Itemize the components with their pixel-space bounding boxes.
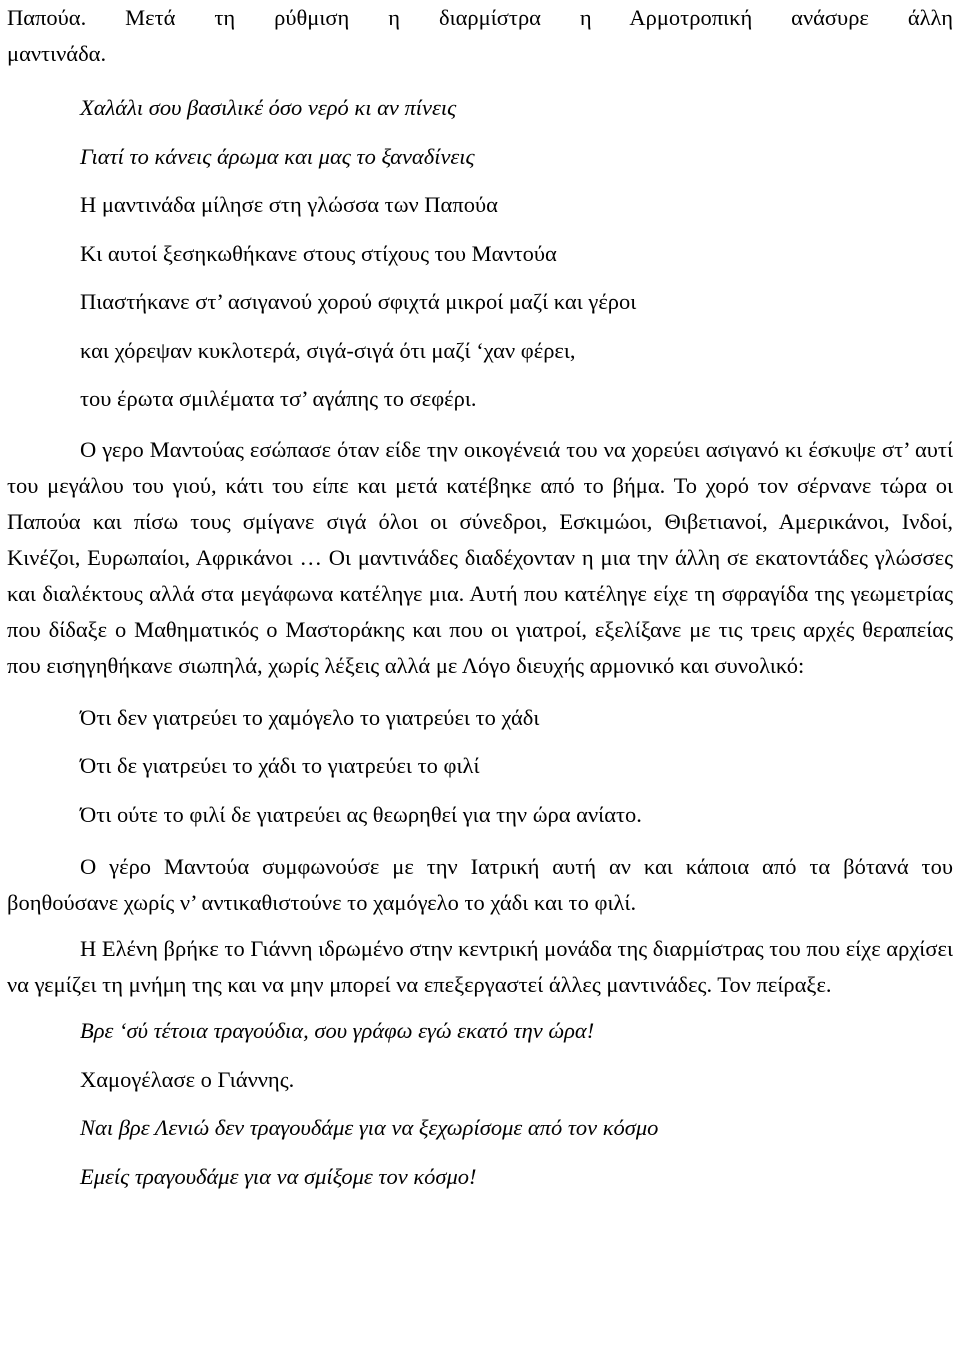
dialogue-line-4: Εμείς τραγουδάμε για να σμίξομε τον κόσμο! — [80, 1163, 477, 1189]
verse-line-3: Πιαστήκανε στ’ ασιγανού χορού σφιχτά μικροί μαζί και γέροι — [80, 289, 637, 314]
maxims-block — [7, 694, 953, 840]
verse-italic-line-1: Χαλάλι σου βασιλικέ όσο νερό κι αν πίνεις — [80, 95, 457, 120]
verse-line-1: Η μαντινάδα μίλησε στη γλώσσα των Παπούα — [80, 192, 498, 217]
dialogue-block — [7, 1007, 953, 1201]
verse-line-4: και χόρεψαν κυκλοτερά, σιγά-σιγά ότι μαζί ‘χαν φέρει, — [80, 337, 576, 363]
maxim-line-1: Ότι δεν γιατρεύει το χαμόγελο το γιατρεύει το χάδι — [80, 704, 540, 730]
intro-line-1: Παπούα. Μετά τη ρύθμιση η διαρμίστρα η Αρμοτροπική ανάσυρε άλλη — [7, 5, 953, 30]
intro-line-2: μαντινάδα. — [7, 41, 107, 66]
dialogue-line-3: Ναι βρε Λενιώ δεν τραγουδάμε για να ξεχωρίσομε από τον κόσμο — [80, 1115, 659, 1140]
paragraph-2: Ο γέρο Μαντούα συμφωνούσε με την Ιατρική αυτή αν και κάποια από τα βότανά του βοηθούσανε χωρίς ν’ αντικαθιστούνε το χαμόγελο το χάδι και το φιλί. — [7, 854, 953, 915]
paragraph-1: Ο γερο Μαντούας εσώπασε όταν είδε την οικογένειά του να χορεύει ασιγανό κι έσκυψε στ’ αυτί του μεγάλου του γιού, κάτι του είπε και μετά κατέβηκε από το βήμα. Το χορό τον σέρνανε τώρα οι Παπούα και πίσω τους σμίγανε σιγά όλοι οι σύνεδροι, Εσκιμώοι, Θιβετιανοί, Αμερικάνοι, Ινδοί, Κινέζοι, Ευρωπαίοι, Αφρικάνοι … Οι μαντινάδες διαδέχονταν η μια την άλλη σε εκατοντάδες γλώσσες και διαλέκτους αλλά στα μεγάφωνα κατέληγε μια. Αυτή που κατέληγε είχε τη σφραγίδα της γεωμετρίας που δίδαξε ο Μαθηματικός ο Μαστοράκης και που οι γιατροί, εξελίξανε με τις τρεις αρχές θεραπείας που εισηγηθήκανε σιωπηλά, χωρίς λέξεις αλλά με Λόγο διευχής αρμονικό και συνολικό: — [7, 436, 953, 678]
dialogue-line-2: Χαμογέλασε ο Γιάννης. — [80, 1066, 295, 1092]
verse-line-5: του έρωτα σμιλέματα τσ’ αγάπης το σεφέρι. — [80, 386, 477, 411]
dialogue-line-1: Βρε ‘σύ τέτοια τραγούδια, σου γράφω εγώ εκατό την ώρα! — [80, 1018, 595, 1043]
verse-line-2: Κι αυτοί ξεσηκωθήκανε στους στίχους του Μαντούα — [80, 240, 557, 266]
verse-italic-line-2: Γιατί το κάνεις άρωμα και μας το ξαναδίνεις — [80, 143, 475, 169]
document-page — [7, 0, 953, 1201]
maxim-line-3: Ότι ούτε το φιλί δε γιατρεύει ας θεωρηθεί για την ώρα ανίατο. — [80, 801, 642, 827]
maxim-line-2: Ότι δε γιατρεύει το χάδι το γιατρεύει το φιλί — [80, 753, 480, 778]
verse-block — [7, 84, 953, 424]
paragraph-3: Η Ελένη βρήκε το Γιάννη ιδρωμένο στην κεντρική μονάδα της διαρμίστρας του που είχε αρχίσει να γεμίζει τη μνήμη της και να μην μπορεί να επεξεργαστεί άλλες μαντινάδες. Τον πείραξε. — [7, 936, 953, 997]
